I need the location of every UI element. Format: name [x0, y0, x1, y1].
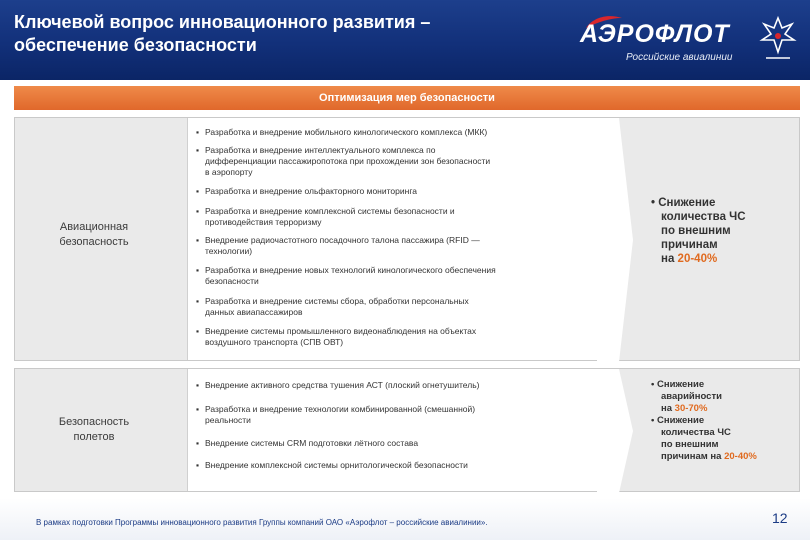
bullet-marker: ▪ [196, 186, 200, 196]
list-item-text: данных авиапассажиров [205, 307, 303, 317]
bullet-marker: ▪ [196, 235, 200, 245]
list-item-text: безопасности [205, 276, 259, 286]
page-title-line-2: обеспечение безопасности [14, 35, 257, 55]
bullet-marker: ▪ [196, 206, 200, 216]
aviation-security-label-line-2: безопасность [59, 236, 129, 248]
list-item-text: воздушного транспорта (СПВ ОВТ) [205, 337, 344, 347]
aviation-measures-list [187, 118, 599, 360]
bullet-marker: ▪ [196, 145, 200, 155]
list-item [196, 380, 596, 391]
list-item [196, 186, 596, 197]
flight-safety-label-line-2: полетов [73, 431, 115, 443]
result-text: аварийности [661, 391, 722, 402]
list-item-text: Разработка и внедрение комплексной системы безопасности и [205, 206, 455, 216]
list-item-text: Разработка и внедрение технологии комбинированной (смешанной) [205, 404, 476, 414]
bullet-marker: ▪ [196, 127, 200, 137]
result-text: количества ЧС [661, 211, 746, 223]
list-item [196, 460, 596, 471]
list-item-text: противодействия терроризму [205, 217, 322, 227]
page-title [14, 11, 534, 57]
result-value: 20-40% [677, 253, 718, 265]
chevron-arrow-icon [597, 369, 637, 493]
list-item-text: Внедрение системы промышленного видеонаблюдения на объектах [205, 326, 477, 336]
header-divider [0, 80, 810, 84]
result-text: • Снижение [651, 415, 705, 426]
list-item [196, 127, 596, 138]
page-title-line-1: Ключевой вопрос инновационного развития – [14, 12, 431, 32]
footer-note: В рамках подготовки Программы инновационного развития Группы компаний ОАО «Аэрофлот – российские авиалинии». [36, 518, 488, 527]
list-item-text: Внедрение комплексной системы орнитологической безопасности [205, 460, 468, 470]
section-banner: Оптимизация мер безопасности [14, 86, 800, 110]
list-item-text: Внедрение системы CRM подготовки лётного состава [205, 438, 419, 448]
result-text: по внешним [661, 225, 731, 237]
bullet-marker: ▪ [196, 438, 200, 448]
list-item [196, 145, 596, 178]
result-text [651, 252, 791, 266]
result-text: причинам [661, 239, 718, 251]
list-item-text: Разработка и внедрение интеллектуального комплекса по [205, 145, 436, 155]
aviation-security-label-line-1: Авиационная [59, 221, 129, 233]
logo-emblem-icon [758, 14, 798, 64]
aviation-security-panel [14, 117, 800, 361]
result-value: 20-40% [724, 451, 757, 462]
bullet-marker: ▪ [196, 265, 200, 275]
result-text [651, 451, 799, 463]
result-text: по внешним [661, 439, 719, 450]
flight-safety-panel [14, 368, 800, 492]
bullet-marker: ▪ [196, 326, 200, 336]
flight-safety-label-line-1: Безопасность [58, 416, 130, 428]
bullet-marker: ▪ [196, 404, 200, 414]
list-item-text: технологии) [205, 246, 253, 256]
result-text: количества ЧС [661, 427, 731, 438]
list-item [196, 296, 596, 318]
list-item-text: Разработка и внедрение системы сбора, обработки персональных [205, 296, 469, 306]
list-item-text: Разработка и внедрение мобильного кинологического комплекса (МКК) [205, 127, 488, 137]
list-item [196, 404, 596, 426]
list-item-text: Разработка и внедрение ольфакторного мониторинга [205, 186, 417, 196]
list-item [196, 206, 596, 228]
flight-safety-label [15, 415, 173, 445]
result-prefix: на [661, 403, 675, 414]
result-prefix: причинам на [661, 451, 725, 462]
logo-subtitle: Российские авиалинии [626, 52, 733, 63]
flight-safety-result [651, 379, 799, 463]
list-item-text: Разработка и внедрение новых технологий кинологического обеспечения [205, 265, 496, 275]
aviation-security-result [651, 196, 791, 266]
bullet-marker: ▪ [196, 296, 200, 306]
result-text: • Снижение [651, 379, 705, 390]
list-item-text: дифференциации пассажиропотока при прохождении зон безопасности [205, 156, 491, 166]
list-item [196, 265, 596, 287]
list-item [196, 326, 596, 348]
footer [0, 498, 810, 540]
chevron-arrow-icon [597, 118, 637, 362]
result-text [651, 403, 799, 415]
bullet-marker: ▪ [196, 460, 200, 470]
list-item-text: Внедрение радиочастотного посадочного талона пассажира (RFID — [205, 235, 480, 245]
list-item-text: в аэропорту [205, 167, 253, 177]
result-text: • Снижение [651, 197, 716, 209]
aeroflot-logo [572, 10, 804, 72]
bullet-marker: ▪ [196, 380, 200, 390]
list-item-text: реальности [205, 415, 251, 425]
aviation-security-label [15, 220, 173, 250]
page-number: 12 [772, 510, 788, 526]
result-prefix: на [661, 253, 678, 265]
header [0, 0, 810, 80]
list-item [196, 438, 596, 449]
list-item-text: Внедрение активного средства тушения АСТ (плоский огнетушитель) [205, 380, 480, 390]
flight-safety-measures-list [187, 369, 599, 491]
result-value: 30-70% [674, 403, 708, 414]
logo-text: АЭРОФЛОТ [580, 20, 730, 48]
list-item [196, 235, 596, 257]
